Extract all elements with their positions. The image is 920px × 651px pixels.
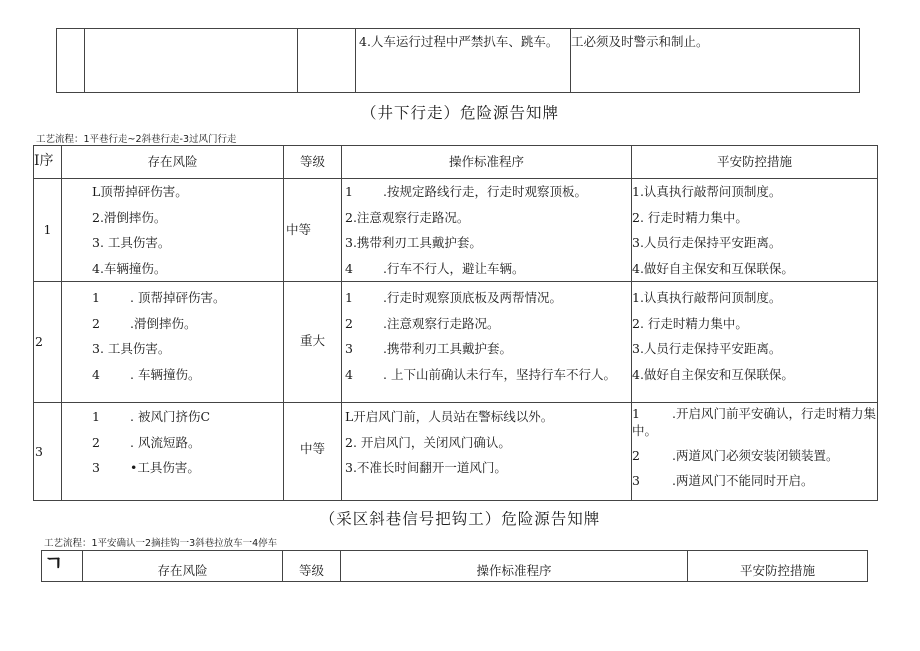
row1-procedures [342, 179, 632, 282]
list-item: 3.人员行走保持平安距离。 [632, 341, 782, 356]
header-measure: 平安防控措施 [632, 146, 878, 179]
list-item: 3.携带利刃工具戴护套。 [345, 235, 482, 250]
list-item: 1 .行走时观察顶底板及两帮情况。 [345, 290, 562, 305]
list-item: 1 .开启风门前平安确认，行走时精力集 [632, 406, 876, 421]
header-procedure: 操作标准程序 [342, 146, 632, 179]
table-row [34, 282, 878, 403]
list-item: 1 . 顶帮掉砰伤害。 [92, 290, 226, 305]
list-item: 3 .携带利刃工具戴护套。 [345, 341, 512, 356]
list-item: 3 .两道风门不能同时开启。 [632, 473, 814, 488]
header-risk-2: 存在风险 [83, 551, 283, 582]
row1-seq: 1 [34, 179, 62, 282]
header-procedure-2: 操作标准程序 [341, 551, 688, 582]
section1-flow: 工艺流程：1平巷行走~2斜巷行走-3过风门行走 [36, 134, 237, 145]
top-measure-cell [571, 29, 860, 93]
row1-measures [632, 179, 878, 282]
row3-seq: 3 [34, 403, 62, 501]
row2-procedures [342, 282, 632, 403]
list-item: 3.不准长时间翻开一道风门。 [345, 460, 507, 475]
list-item: L顶帮掉砰伤害。 [92, 184, 188, 199]
list-item: 3 •工具伤害。 [92, 460, 200, 475]
list-item-continuation: 中。 [632, 423, 658, 438]
list-item: 3. 工具伤害。 [92, 235, 171, 250]
row2-seq: 2 [34, 282, 62, 403]
list-item: 4 . 车辆撞伤。 [92, 366, 201, 382]
row2-level: 重大 [284, 282, 342, 403]
section2-table [41, 550, 868, 582]
list-item: 2 .注意观察行走路况。 [345, 315, 500, 331]
list-item: 4.做好自主保安和互保联保。 [632, 260, 794, 276]
corner-glyph: ㄱ [44, 551, 64, 575]
list-item: 2.注意观察行走路况。 [345, 209, 470, 225]
row2-risks [62, 282, 284, 403]
row2-measures [632, 282, 878, 403]
list-item: 1.认真执行敲帮问顶制度。 [632, 290, 782, 305]
top-operation-cell [356, 29, 571, 93]
top-level-cell [298, 29, 356, 93]
row3-procedures [342, 403, 632, 501]
row1-risks [62, 179, 284, 282]
table-row [34, 403, 878, 501]
list-item: 2. 行走时精力集中。 [632, 209, 748, 225]
list-item: 4.车辆撞伤。 [92, 260, 167, 276]
list-item: 4 . 上下山前确认未行车，坚持行车不行人。 [345, 366, 616, 382]
list-item: 4 .行车不行人，避让车辆。 [345, 260, 525, 276]
section2-flow: 工艺流程：1平安确认一2摘挂钩一3斜巷拉放车一4停车 [44, 538, 278, 549]
list-item: 2 . 风流短路。 [92, 434, 201, 450]
list-item: 2 .两道风门必须安装闭锁装置。 [632, 448, 839, 463]
list-item: 2. 开启风门，关闭风门确认。 [345, 434, 511, 450]
section2-title: （采区斜巷信号把钩工）危险源告知牌 [319, 510, 601, 528]
list-item: 2. 行走时精力集中。 [632, 315, 748, 331]
section1-title: （井下行走）危险源告知牌 [360, 104, 559, 122]
list-item: 3.人员行走保持平安距离。 [632, 235, 782, 250]
row1-level: 中等 [284, 179, 342, 282]
header-risk: 存在风险 [62, 146, 284, 179]
list-item: 2 .滑倒摔伤。 [92, 315, 197, 331]
list-item: 3. 工具伤害。 [92, 341, 171, 356]
header-level-2: 等级 [283, 551, 341, 582]
top-partial-table [56, 28, 860, 93]
row3-measures [632, 403, 878, 501]
top-seq-cell [57, 29, 85, 93]
list-item: 2.滑倒摔伤。 [92, 209, 167, 225]
section1-table [33, 145, 878, 501]
header-seq: I序 [34, 146, 62, 179]
table-row [34, 179, 878, 282]
top-operation-text: 4.人车运行过程中严禁扒车、跳车。 [359, 34, 559, 49]
header-measure-2: 平安防控措施 [688, 551, 868, 582]
list-item: 4.做好自主保安和互保联保。 [632, 366, 794, 382]
list-item: L开启风门前，人员站在警标线以外。 [345, 409, 554, 424]
list-item: 1 . 被风门挤伤C [92, 409, 211, 424]
list-item: 1.认真执行敲帮问顶制度。 [632, 184, 782, 199]
corner-mark [42, 551, 83, 582]
row3-risks [62, 403, 284, 501]
header-level: 等级 [284, 146, 342, 179]
row3-level: 中等 [284, 403, 342, 501]
list-item: 1 .按规定路线行走，行走时观察顶板。 [345, 184, 587, 199]
top-risk-cell [85, 29, 298, 93]
top-measure-text: 工必须及时警示和制止。 [571, 34, 709, 49]
